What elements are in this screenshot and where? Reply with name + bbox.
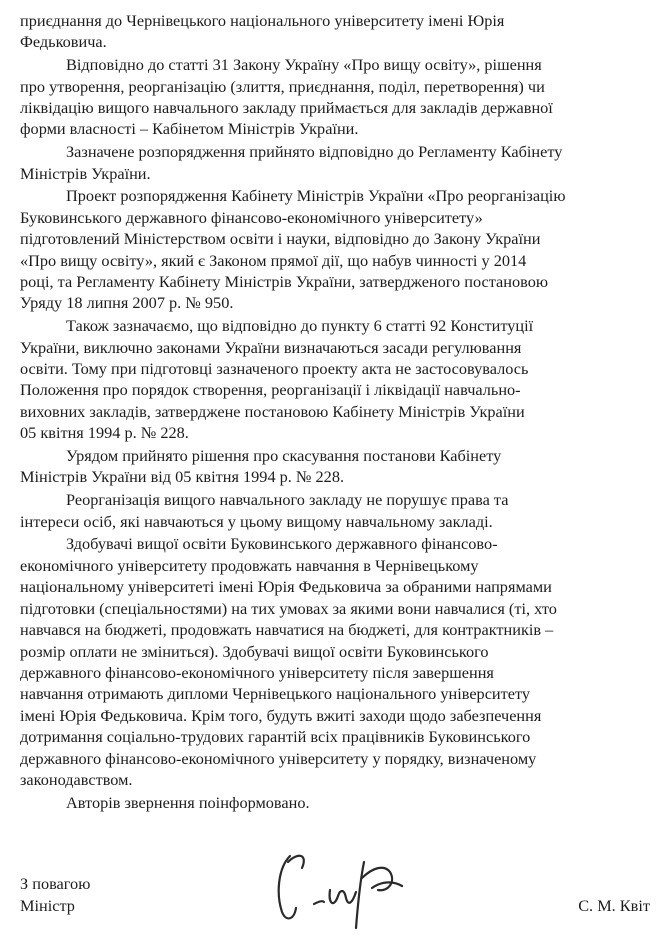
paragraph (20, 54, 654, 140)
signer-name: С. М. Квіт (578, 896, 650, 915)
text-line: «Про вищу освіту», який є Законом прямої дії, що набув чинності у 2014 (20, 250, 527, 270)
paragraph (20, 792, 654, 813)
paragraph (20, 315, 654, 443)
text-line: національному університеті імені Юрія Федьковича за обраними напрямами (20, 577, 552, 597)
text-line: Федьковича. (20, 32, 107, 52)
paragraph (20, 185, 654, 313)
text-line: Урядом прийнято рішення про скасування постанови Кабінету (66, 446, 502, 466)
paragraph (20, 10, 654, 53)
text-line: Авторів звернення поінформовано. (66, 792, 310, 812)
text-line: законодавством. (20, 769, 133, 789)
paragraph (20, 141, 654, 184)
text-line: про утворення, реорганізацію (злиття, приєднання, поділ, перетворення) чи (20, 76, 545, 96)
paragraph (20, 489, 654, 532)
text-line: Положення про порядок створення, реорганізації і ліквідації навчально- (20, 380, 521, 400)
text-line: Зазначене розпорядження прийнято відповідно до Регламенту Кабінету (66, 142, 563, 162)
text-line: виховних закладів, затверджене постановою Кабінету Міністрів України (20, 401, 525, 421)
text-line: навчання отримають дипломи Чернівецького національного університету (20, 684, 531, 704)
text-line: Міністрів України. (20, 163, 151, 183)
text-line: підготовки (спеціальностями) на тих умовах за якими вони навчалися (ті, хто (20, 598, 557, 618)
text-line: Також зазначаємо, що відповідно до пункту 6 статті 92 Конституції (66, 316, 534, 336)
text-line: підготовлений Міністерством освіти і науки, відповідно до Закону України (20, 229, 541, 249)
text-line: Проект розпорядження Кабінету Міністрів України «Про реорганізацію (66, 186, 566, 206)
text-line: ліквідацію вищого навчального закладу приймається для закладів державної (20, 98, 553, 118)
text-line: Здобувачі вищої освіти Буковинського державного фінансово- (66, 534, 498, 554)
regards-text: З повагою (20, 874, 91, 893)
text-line: Реорганізація вищого навчального закладу не порушує права та (66, 490, 509, 510)
text-line: форми власності – Кабінетом Міністрів України. (20, 119, 359, 139)
closing-block (20, 873, 90, 917)
text-line: році, та Регламенту Кабінету Міністрів України, затвердженого постановою (20, 272, 549, 292)
text-line: імені Юрія Федьковича. Крім того, будуть вжиті заходи щодо забезпечення (20, 705, 542, 725)
text-line: 05 квітня 1994 р. № 228. (20, 423, 189, 443)
text-line: державного фінансово-економічного університету після завершення (20, 662, 494, 682)
text-line: державного фінансово-економічного університету у порядку, визначеному (20, 748, 537, 768)
text-line: інтереси осіб, які навчаються у цьому вищому навчальному закладі. (20, 511, 493, 531)
text-line: Міністрів України від 05 квітня 1994 р. № 228. (20, 467, 345, 487)
text-line: освіти. Тому при підготовці зазначеного проекту акта не застосовувалось (20, 359, 529, 379)
text-line: економічного університету продовжать навчання в Чернівецькому (20, 555, 479, 575)
letter-body (20, 10, 654, 815)
handwritten-signature (268, 842, 418, 934)
text-line: України, виключно законами України визначаються засади регулювання (20, 337, 522, 357)
text-line: дотримання соціально-трудових гарантій всіх працівників Буковинського (20, 727, 531, 747)
paragraph (20, 445, 654, 488)
text-line: навчався на бюджеті, продовжать навчатися на бюджеті, для контрактників – (20, 620, 554, 640)
text-line: Відповідно до статті 31 Закону Україну «Про вищу освіту», рішення (66, 55, 542, 75)
text-line: Буковинського державного фінансово-економічного університету» (20, 207, 483, 227)
text-line: Уряду 18 липня 2007 р. № 950. (20, 293, 234, 313)
position-text: Міністр (20, 896, 75, 915)
text-line: приєднання до Чернівецького національного університету імені Юрія (20, 11, 505, 30)
text-line: розмір оплати не зміниться). Здобувачі вищої освіти Буковинського (20, 641, 489, 661)
paragraph (20, 533, 654, 790)
